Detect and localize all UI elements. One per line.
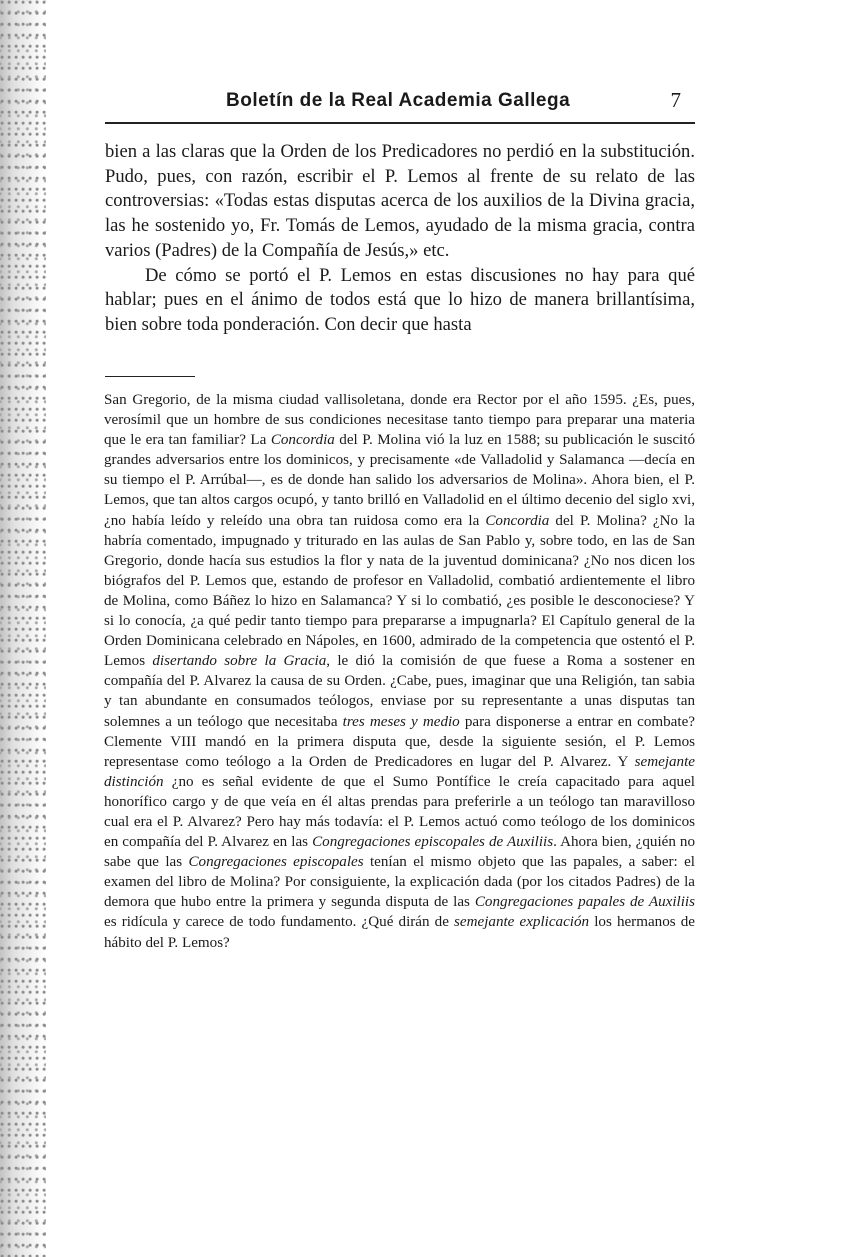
footnote-text: del P. Molina vió la luz en 1588; su publicación le suscitó grandes adversarios entre los dominicos, y precisamente «de Valladolid y Salamanca —decía en su tiempo el P. Arrúbal—, es de donde han salido los adversarios de Molina». Ahora bien, el P. Lemos, que tan altos cargos ocupó, y tanto brilló en Valladolid en el último decenio del siglo xvi, ¿no había leído y releído una obra tan ruidosa como era la	[104, 432, 695, 529]
paragraph: De cómo se portó el P. Lemos en estas discusiones no hay para qué hablar; pues en el ánimo de todos está que lo hizo de manera brillantísima, bien sobre toda ponderación. Con decir que hasta	[105, 264, 695, 335]
page-number: 7	[670, 88, 681, 112]
footnote-text: del P. Molina? ¿No la habría comentado, impugnado y triturado en las aulas de San Pablo y, sobre todo, en las de San Gregorio, donde hacía sus estudios la flor y nata de la juventud dominicana? ¿No nos dicen los biógrafos del P. Lemos que, estando de profesor en Valladolid, combatió ardientemente el libro de Molina, como Báñez lo hizo en Salamanca? Y si lo combatió, ¿es posible le desconociese? Y si lo conocía, ¿a qué pedir tanto tiempo para prepararse a impugnarla? El Capítulo general de la Orden Dominicana celebrado en Nápoles, en 1600, admirado de la competencia que ostentó el P. Lemos	[104, 512, 696, 670]
footnote-text: es ridícula y carece de todo fundamento. ¿Qué dirán de	[104, 914, 455, 931]
footnote-text: para disponerse a entrar en combate? Clemente VIII mandó en la primera disputa que, desde la siguiente sesión, el P. Lemos representase como teólogo a la Orden de Predicadores en lugar del P. Alvarez. Y	[104, 713, 695, 770]
running-title: Boletín de la Real Academia Gallega	[226, 90, 571, 111]
footnote-text: San Gregorio, de la misma ciudad vallisoletana, donde era Rector por el año 1595. ¿Es, pues, verosímil que un hombre de sus condiciones necesitase tanto tiempo para preparar una materia que le era tan familiar? La	[104, 392, 695, 449]
footnote-text: . Ahora bien, ¿quién no sabe que las	[104, 834, 696, 871]
footnote-italic: Concordia	[485, 512, 550, 529]
scanned-page-edge	[0, 0, 46, 1257]
main-text	[105, 140, 695, 338]
footnote-italic: Concordia	[270, 432, 335, 449]
footnote-separator	[105, 376, 195, 377]
page-header	[105, 88, 695, 124]
footnote-italic: Congregaciones episcopales de Auxiliis	[312, 834, 554, 851]
footnote-italic: Congregaciones episcopales	[188, 854, 364, 871]
footnote-italic: tres meses y medio	[342, 713, 460, 730]
footnote-text: , le dió la comisión de que fuese a Roma a sostener en compañía del P. Alvarez la causa de su Orden. ¿Cabe, pues, imaginar que una Religión, tan sabia y tan abundante en consumados teólogos, enviase por su representante a unas disputas tan solemnes a un teólogo que necesitaba	[104, 653, 695, 730]
footnote-text: tenían el mismo objeto que las papales, a saber: el examen del libro de Molina? Por consiguiente, la explicación dada (por los citados Padres) de la demora que hubo entre la primera y segunda disputa de las	[104, 854, 695, 911]
footnote-text: ¿no es señal evidente de que el Sumo Pontífice le creía capacitado para aquel honorífico cargo y de que veía en él altas prendas para preferirle a un teólogo tan maravilloso cual era el P. Alvarez? Pero hay más todavía: el P. Lemos actuó como teólogo de los dominicos en compañía del P. Alvarez en las	[104, 773, 695, 851]
footnote-text: los hermanos de hábito del P. Lemos?	[104, 914, 695, 951]
footnote-italic: semejante distinción	[104, 753, 695, 790]
footnote-italic: disertando sobre la Gracia	[152, 653, 327, 670]
paragraph: bien a las claras que la Orden de los Predicadores no perdió en la substitución. Pudo, pues, con razón, escribir el P. Lemos al frente de su relato de las controversias: «Todas estas disputas acerca de los auxilios de la Divina gracia, las he sostenido yo, Fr. Tomás de Lemos, ayudado de la misma gracia, contra varios (Padres) de la Compañía de Jesús,» etc.	[105, 141, 695, 261]
footnote	[104, 390, 695, 953]
footnote-italic: semejante explicación	[454, 914, 590, 931]
footnote-italic: Congregaciones papales de Auxiliis	[474, 894, 696, 911]
